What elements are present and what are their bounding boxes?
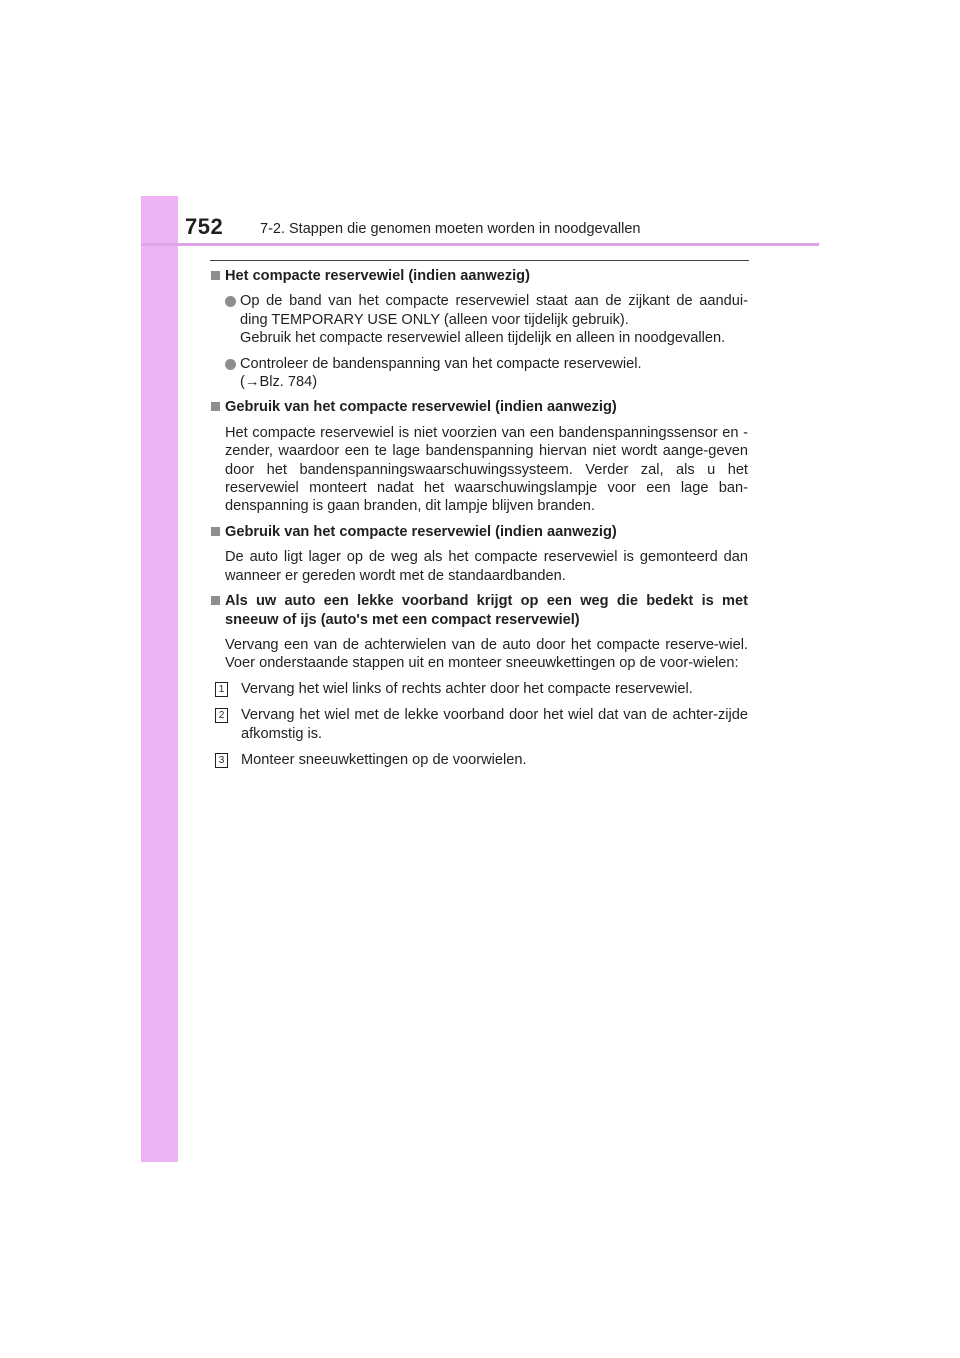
- content-divider: [210, 260, 749, 261]
- section-heading-text: Gebruik van het compacte reservewiel (indien aanwezig): [225, 399, 617, 416]
- circle-bullet-icon: [225, 359, 236, 370]
- bullet-text-line: Op de band van het compacte reservewiel staat aan de zijkant de aandui-: [240, 293, 748, 310]
- section-heading: [210, 398, 748, 416]
- step-number: 2: [215, 708, 228, 723]
- bullet-text-line: Gebruik het compacte reservewiel alleen tijdelijk en alleen in noodgevallen.: [240, 330, 726, 347]
- bullet-item: [210, 355, 748, 392]
- side-color-bar: [141, 196, 178, 1162]
- section-title: 7-2. Stappen die genomen moeten worden in noodgevallen: [260, 221, 641, 237]
- step-item: [210, 751, 748, 769]
- step-text: Vervang het wiel links of rechts achter door het compacte reservewiel.: [241, 680, 693, 697]
- arrow-right-icon: →: [244, 374, 260, 391]
- section-heading: [210, 592, 748, 629]
- bullet-text-line: ding TEMPORARY USE ONLY (alleen voor tijdelijk gebruik).: [240, 311, 629, 328]
- square-bullet-icon: [211, 402, 220, 411]
- bullet-text-line: Controleer de bandenspanning van het compacte reservewiel.: [240, 355, 642, 372]
- step-item: [210, 680, 748, 698]
- step-text: Monteer sneeuwkettingen op de voorwielen.: [241, 751, 527, 768]
- page-number: 752: [185, 214, 224, 239]
- header-rule: [141, 243, 819, 246]
- page-reference-text: Blz. 784): [259, 374, 318, 391]
- section-paragraph: De auto ligt lager op de weg als het compacte reservewiel is gemonteerd dan wanneer er gereden wordt met de standaardbanden.: [225, 549, 748, 584]
- bullet-item: [210, 292, 748, 347]
- section-heading-text: Als uw auto een lekke voorband krijgt op een weg die bedekt is met sneeuw of ijs (auto's met een compact reservewiel): [225, 593, 748, 628]
- page-reference: [240, 373, 748, 391]
- paren-open: (: [240, 374, 245, 391]
- section-paragraph: Vervang een van de achterwielen van de auto door het compacte reserve-wiel. Voer onderstaande stappen uit en monteer sneeuwkettingen op de voor-wielen:: [225, 636, 748, 672]
- step-number: 1: [215, 682, 228, 697]
- square-bullet-icon: [211, 596, 220, 605]
- page-content: [210, 267, 748, 777]
- step-number: 3: [215, 753, 228, 768]
- section-heading-text: Het compacte reservewiel (indien aanwezig): [225, 268, 530, 284]
- step-text: Vervang het wiel met de lekke voorband door het wiel dat van de achter-zijde afkomstig is.: [241, 707, 748, 742]
- step-item: [210, 706, 748, 743]
- square-bullet-icon: [211, 527, 220, 536]
- section-heading: [210, 523, 748, 541]
- square-bullet-icon: [211, 271, 220, 280]
- section-heading: [210, 267, 748, 285]
- section-heading-text: Gebruik van het compacte reservewiel (indien aanwezig): [225, 523, 617, 540]
- circle-bullet-icon: [225, 296, 236, 307]
- section-paragraph: Het compacte reservewiel is niet voorzien van een bandenspanningssensor en -zender, waardoor een te lage bandenspanning hiervan niet wordt aange-geven door het bandenspanningswaarschuwingssysteem. Verder zal, als u het reservewiel monteert nadat het waarschuwingslampje voor een lage ban-denspanning is gaan branden, dit lampje blijven branden.: [225, 424, 748, 515]
